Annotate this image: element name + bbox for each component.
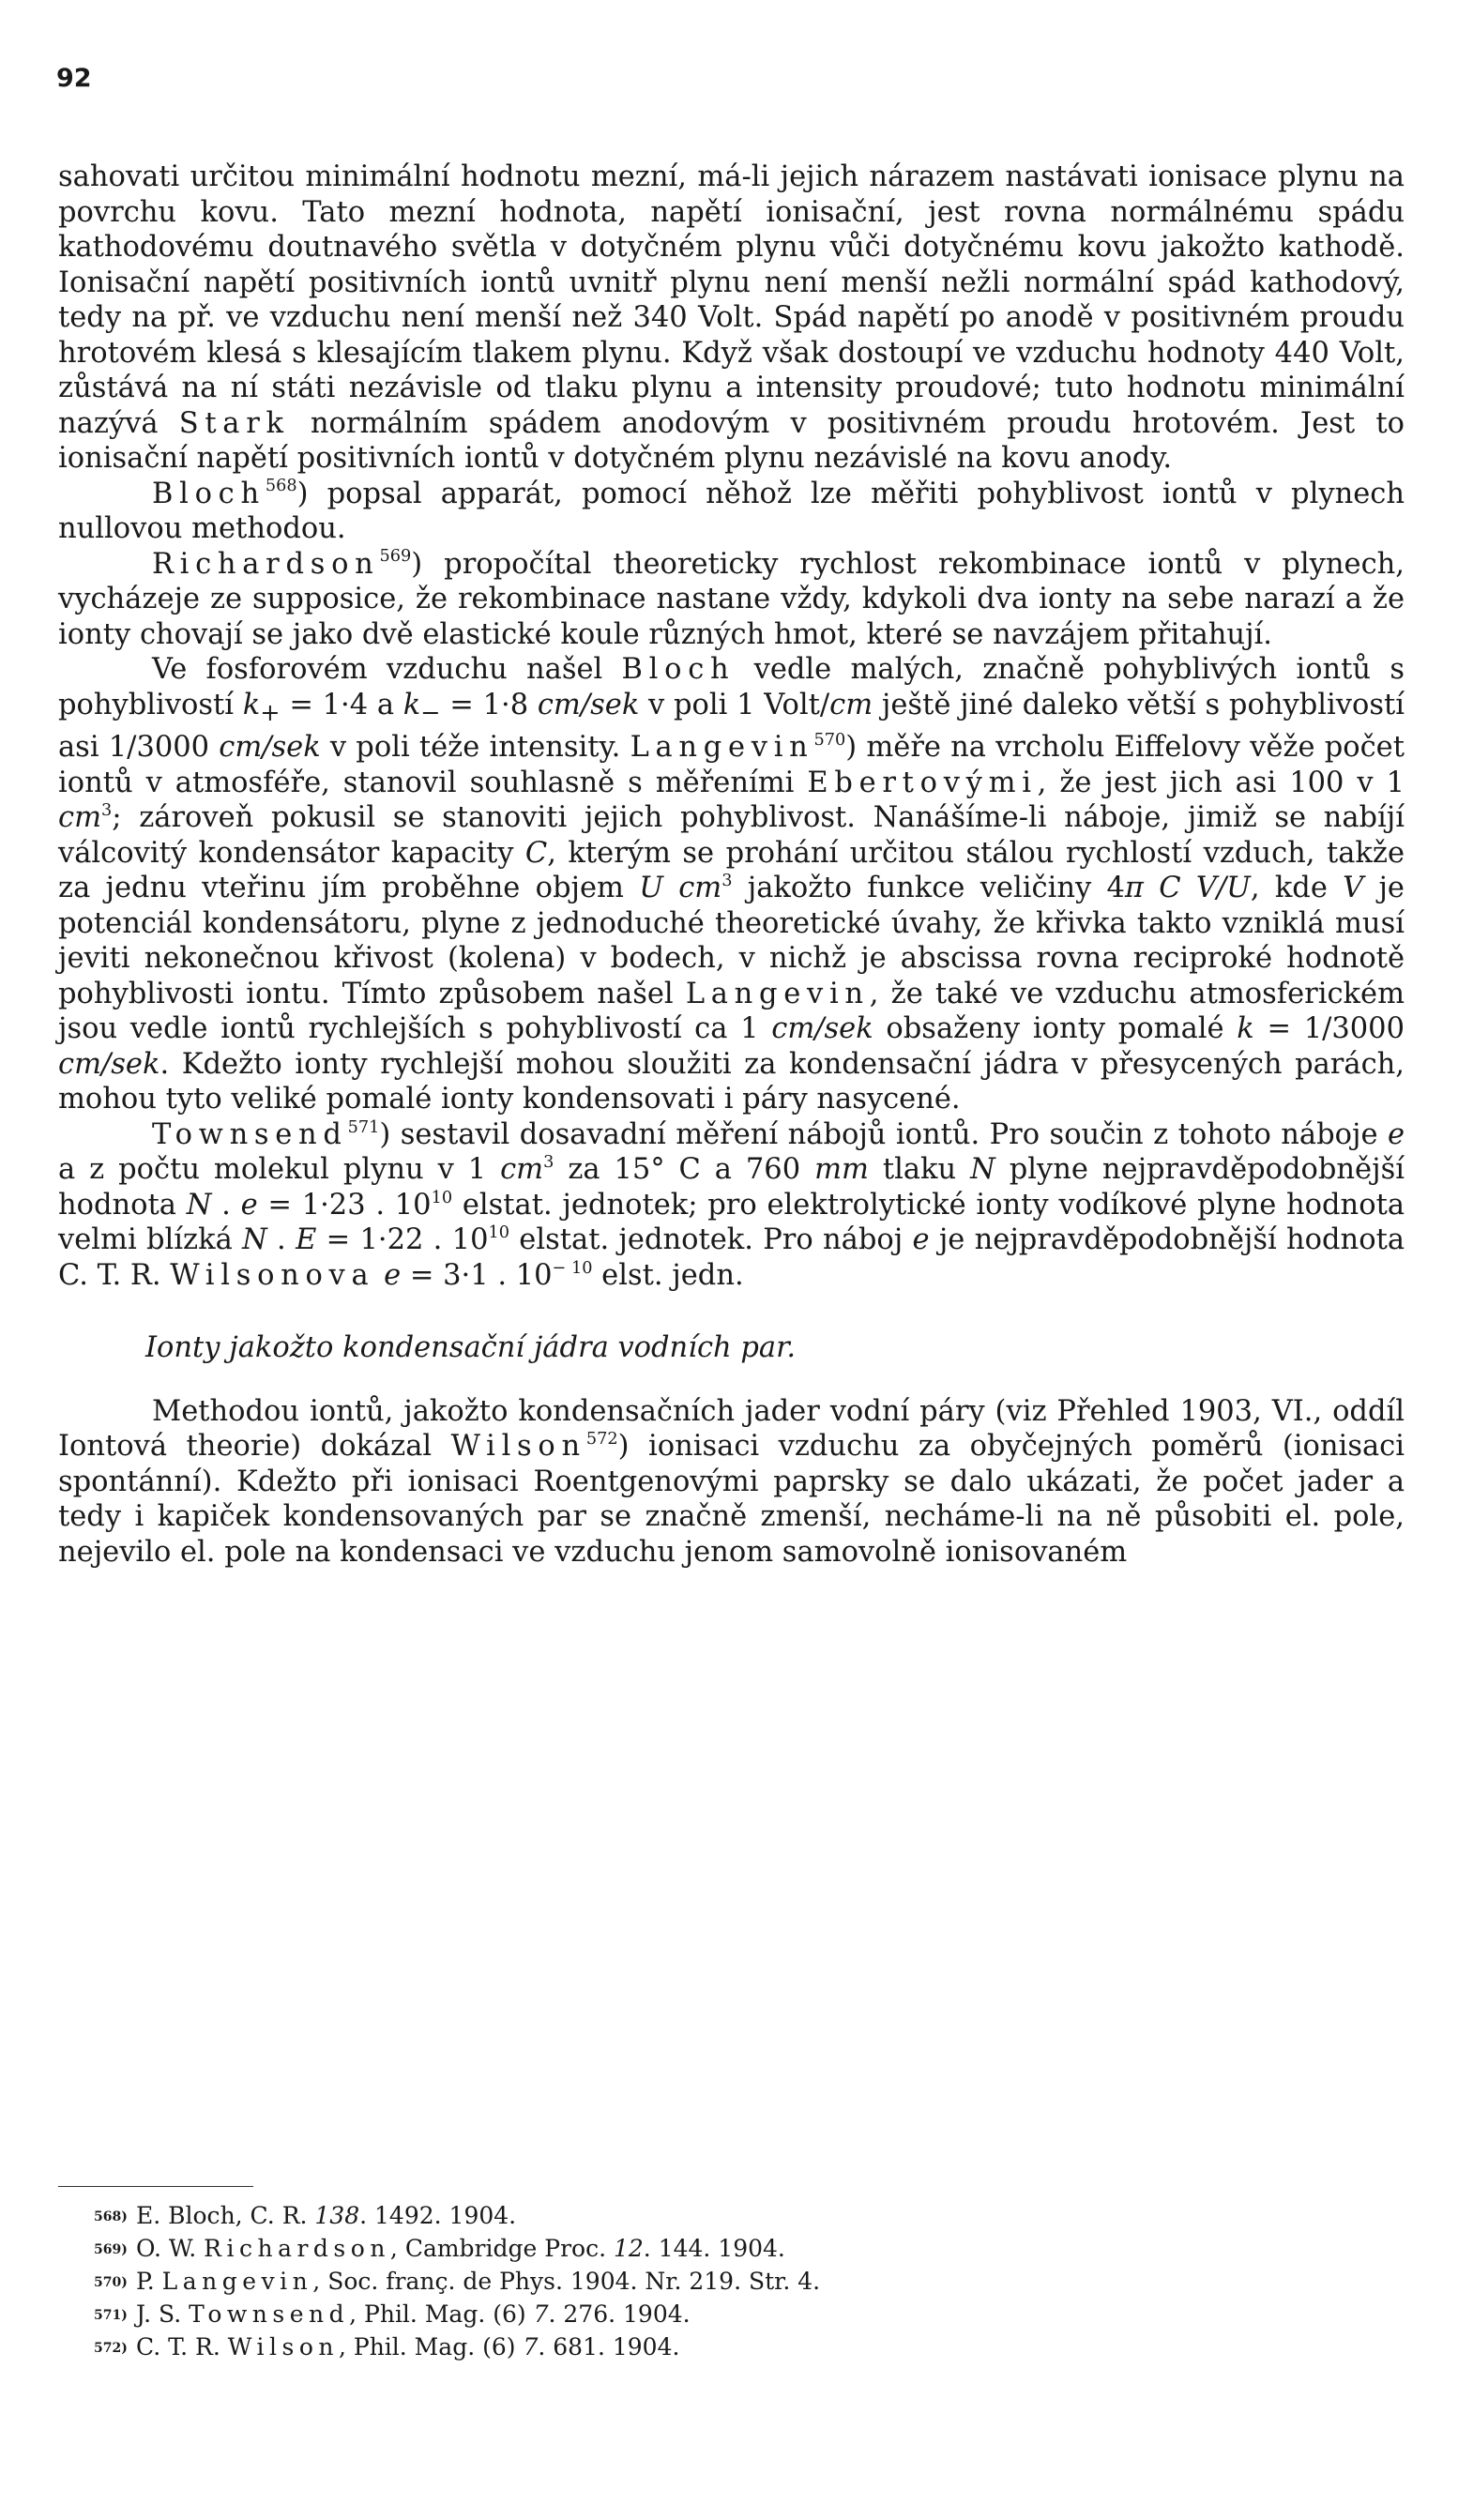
text-run: . Kdežto ionty rychlejší mohou sloužiti za kondensační jádra v přesycených parách, mohou tyto veliké pomalé ionty kondensovati i páry nasycené. (58, 1047, 1405, 1116)
italic-text: 12 (613, 2235, 644, 2262)
footnotes (94, 2200, 1356, 2364)
footnote (94, 2299, 1356, 2331)
text-run: O. W. (136, 2235, 205, 2262)
superscript: 568 (265, 477, 297, 496)
page-number: 92 (56, 64, 92, 93)
italic-text: C (524, 836, 548, 870)
footnote (94, 2266, 1356, 2299)
italic-text: U cm (639, 872, 722, 905)
author-name: Langevin (161, 2268, 313, 2295)
text-run: , že také ve vzduchu atmosferickém jsou vedle iontů rychlejších s pohyblivostí ca 1 (58, 977, 1405, 1046)
footnote (94, 2233, 1356, 2266)
superscript: 569 (379, 547, 412, 567)
text-run: . 144. 1904. (643, 2235, 785, 2262)
italic-text: cm/sek (219, 731, 321, 765)
author-name: Stark (178, 406, 290, 440)
text-run: ; zároveň pokusil se stanoviti jejich pohyblivost. Nanášíme-li náboje, jimiž se nabíjí válcovitý kondensátor kapacity (58, 801, 1405, 870)
text-run: . 1492. 1904. (359, 2202, 517, 2229)
superscript: 570 (813, 731, 846, 751)
author-name: Richardson (152, 547, 380, 581)
footnote-number: 571) (94, 2308, 128, 2323)
italic-text: mm (814, 1153, 869, 1187)
author-name: Townsend (189, 2300, 350, 2328)
text-run: . 276. 1904. (548, 2300, 691, 2328)
text-run: Methodou iontů, jakožto kondensačních jader vodní páry (viz Přehled 1903, VI., oddíl Iontová theorie) dokázal (58, 1394, 1405, 1464)
text-run: ještě jiné daleko větší s pohyblivostí asi 1/3000 (58, 688, 1405, 765)
text-run: , kterým se prohání určitou stálou rychlostí vzduch, takže za jednu vteřinu jím proběhne objem (58, 836, 1405, 905)
footnote-text (136, 2331, 679, 2364)
superscript: 3 (101, 801, 113, 821)
paragraph (58, 547, 1405, 653)
footnote (94, 2200, 1356, 2233)
superscript: 3 (721, 872, 733, 891)
footnote-text (136, 2299, 691, 2331)
superscript: − 10 (552, 1258, 593, 1278)
author-name: Ebertovými (807, 766, 1038, 799)
text-run: ) ionisaci vzduchu za obyčejných poměrů (ionisaci spontánní). Kdežto při ionisaci Roentgenovými paprsky se dalo ukázati, že počet jader a tedy i kapiček kondensovaných par se značně zmenší, necháme-li na ně působiti el. pole, nejevilo el. pole na kondensaci ve vzduchu jenom samovolně ionisovaném (58, 1430, 1405, 1569)
text-run: , Cambridge Proc. (389, 2235, 614, 2262)
footnote-number: 570) (94, 2275, 128, 2290)
author-name: Townsend (152, 1117, 348, 1151)
author-name: Richardson (204, 2235, 390, 2262)
italic-text: cm/sek (771, 1012, 873, 1046)
text-run: a z počtu molekul plynu v 1 (58, 1153, 501, 1187)
section-heading (145, 1330, 1405, 1366)
footnote-text (136, 2266, 820, 2299)
footnote (94, 2331, 1356, 2364)
text-run: obsaženy ionty pomalé (873, 1012, 1238, 1046)
footnote-number: 572) (94, 2341, 128, 2356)
italic-text: cm/sek (58, 1047, 160, 1081)
italic-text: e (240, 1188, 258, 1222)
italic-text: E (296, 1223, 317, 1257)
italic-text: 7 (533, 2300, 549, 2328)
text-run: jakožto funkce veličiny 4 (732, 872, 1125, 905)
text-run: . (266, 1223, 296, 1257)
text-run: = 1·23 . 10 (257, 1188, 432, 1222)
text-run: sahovati určitou minimální hodnotu mezní, má-li jejich nárazem nastávati ionisace plynu na povrchu kovu. Tato mezní hodnota, napětí ionisační, jest rovna normálnému spádu kathodovému doutnavého světla v dotyčném plynu vůči dotyčnému kovu jakožto kathodě. Ionisační napětí positivních iontů uvnitř plynu není menší nežli normální spád kathodový, tedy na př. ve vzduchu není menší než 340 Volt. Spád napětí po anodě v positivném proudu hrotovém klesá s klesajícím tlakem plynu. Když však dostoupí ve vzduchu hodnoty 440 Volt, zůstává na ní státi nezávisle od tlaku plynu a intensity proudové; tuto hodnotu minimální nazývá (58, 160, 1405, 440)
superscript: 571 (347, 1117, 380, 1137)
italic-text: N (970, 1153, 995, 1187)
superscript: 572 (585, 1430, 618, 1450)
italic-text: cm (58, 801, 102, 835)
footnote-text (136, 2233, 785, 2266)
text-run: elstat. jednotek; pro elektrolytické ionty vodíkové plyne hodnota velmi blízká (58, 1188, 1405, 1257)
text-run: . 681. 1904. (538, 2333, 680, 2361)
italic-text: e (912, 1223, 930, 1257)
italic-text: e (1387, 1117, 1405, 1151)
main-text (58, 159, 1405, 1570)
footnote-number: 569) (94, 2242, 128, 2257)
author-name: Wilsonova (170, 1258, 375, 1292)
subscript: − (420, 697, 441, 726)
italic-text: cm (829, 688, 873, 721)
text-run: za 15° C a 760 (554, 1153, 815, 1187)
text-run: C. T. R. (136, 2333, 228, 2361)
text-run: Ve fosforovém vzduchu našel (152, 653, 622, 686)
text-run: normálním spádem anodovým v positivném proudu hrotovém. Jest to ionisační napětí positivních iontů v dotyčném plynu nezávislé na kovu anody. (58, 406, 1405, 475)
italic-text: cm (500, 1153, 544, 1187)
text-run: . (211, 1188, 241, 1222)
superscript: 10 (488, 1223, 509, 1243)
text-run: E. Bloch, C. R. (136, 2202, 315, 2229)
text-run: = 1·8 (440, 688, 538, 721)
text-run: v poli 1 Volt/ (639, 688, 830, 721)
text-run: , Phil. Mag. (6) (349, 2300, 534, 2328)
text-run: Ionty jakožto kondensační jádra vodních par. (145, 1331, 797, 1365)
italic-text: V (1343, 872, 1364, 905)
text-run: ) sestavil dosavadní měření nábojů iontů. Pro součin z tohoto náboje (379, 1117, 1388, 1151)
text-run (374, 1259, 384, 1292)
text-run: = 1/3000 (1253, 1012, 1405, 1046)
text-run: , Phil. Mag. (6) (338, 2333, 524, 2361)
text-run: = 1·22 . 10 (316, 1223, 489, 1257)
author-name: Bloch (152, 477, 266, 510)
text-run: v poli téže intensity. (320, 731, 630, 765)
italic-text: cm/sek (537, 688, 640, 721)
text-run: je nejpravděpodobnější hodnota C. T. R. (58, 1223, 1405, 1292)
text-run: , Soc. franç. de Phys. 1904. Nr. 219. Str. 4. (312, 2268, 821, 2295)
paragraph (58, 477, 1405, 547)
italic-text: N (186, 1188, 212, 1222)
author-name: Langevin (685, 977, 870, 1010)
author-name: Bloch (621, 653, 736, 686)
italic-text: 7 (523, 2333, 539, 2361)
text-run: elst. jedn. (592, 1258, 744, 1292)
footnote-text (136, 2200, 516, 2233)
text-run: ) popsal apparát, pomocí něhož lze měřiti pohyblivost iontů v plynech nullovou methodou. (58, 477, 1405, 545)
italic-text: k (1237, 1012, 1254, 1046)
text-run: , kde (1250, 872, 1344, 905)
paragraph (58, 159, 1405, 477)
paragraph (58, 652, 1405, 1117)
italic-text: e (384, 1258, 402, 1292)
italic-text: N (242, 1223, 267, 1257)
author-name: Wilson (450, 1430, 586, 1464)
text-run: je potenciál kondensátoru, plyne z jednoduché theoretické úvahy, že křivka takto vzniklá musí jeviti nekonečnou křivost (kolena) v bodech, v nichž je abscissa rovna reciproké hodnotě pohyblivosti iontu. Tímto způsobem našel (58, 872, 1405, 1010)
paragraph (58, 1117, 1405, 1294)
text-run: , že jest jich asi 100 v 1 (1037, 766, 1405, 799)
author-name: Langevin (630, 731, 814, 765)
superscript: 10 (431, 1188, 453, 1207)
footnote-divider (58, 2186, 253, 2187)
footnote-number: 568) (94, 2209, 128, 2224)
superscript: 3 (543, 1153, 554, 1173)
italic-text: π C V/U (1124, 872, 1251, 905)
text-run: P. (136, 2268, 162, 2295)
italic-text: k (242, 688, 261, 721)
text-run: = 1·4 a (280, 688, 403, 721)
text-run: vedle malých, značně pohyblivých iontů s pohyblivostí (58, 653, 1405, 721)
paragraph (58, 1394, 1405, 1571)
text-run: tlaku (868, 1153, 971, 1187)
text-run: elstat. jednotek. Pro náboj (509, 1223, 913, 1257)
text-run: plyne nejpravděpodobnější hodnota (58, 1153, 1405, 1222)
text-run: ) propočítal theoreticky rychlost rekombinace iontů v plynech, vycházeje ze supposice, že rekombinace nastane vždy, kdykoli dva ionty na sebe narazí a že ionty chovají se jako dvě elastické koule různých hmot, které se navzájem přitahují. (58, 547, 1405, 651)
author-name: Wilson (227, 2333, 339, 2361)
text-run: ) měře na vrcholu Eiffelovy věže počet iontů v atmosféře, stanovil souhlasně s měřeními (58, 731, 1405, 799)
italic-text: k (402, 688, 421, 721)
text-run: J. S. (136, 2300, 190, 2328)
italic-text: 138 (314, 2202, 360, 2229)
text-run: = 3·1 . 10 (401, 1258, 553, 1292)
subscript: + (260, 697, 281, 726)
